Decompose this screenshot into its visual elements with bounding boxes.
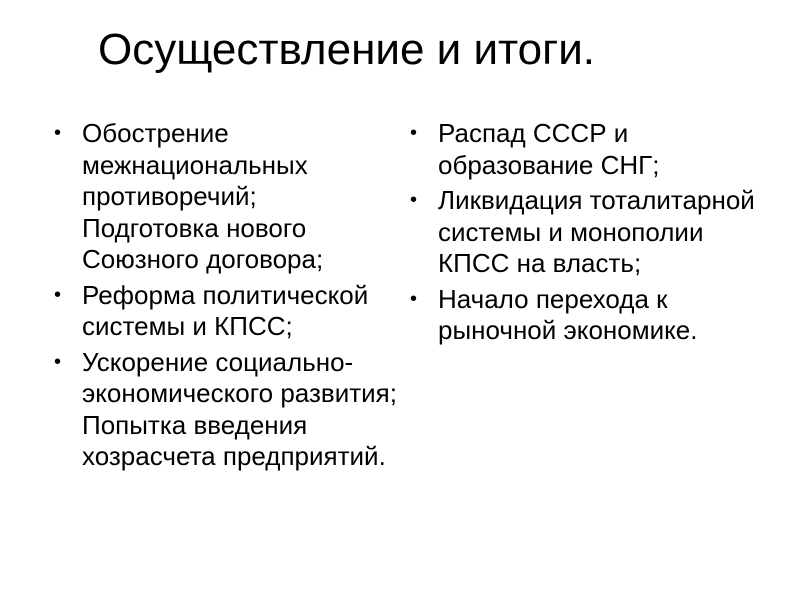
- list-item-text: Распад СССР и образование СНГ;: [438, 118, 660, 180]
- bullet-icon: •: [410, 189, 418, 211]
- left-bullet-list: [52, 118, 397, 477]
- bullet-icon: •: [410, 122, 418, 144]
- bullet-icon: •: [54, 283, 62, 306]
- list-item-text: Ликвидация тоталитарной системы и монополии КПСС на власть;: [438, 185, 755, 278]
- slide-title: Осуществление и итоги.: [98, 25, 595, 74]
- list-item-text: Реформа политической системы и КПСС;: [82, 279, 369, 341]
- bullet-icon: •: [54, 350, 62, 373]
- list-item: [52, 347, 397, 473]
- list-item: [52, 280, 397, 343]
- list-item-text: Начало перехода к рыночной экономике.: [438, 283, 698, 345]
- list-item-text: Ускорение социально-экономического развития; Попытка введения хозрасчета предприятий.: [82, 346, 397, 471]
- list-item: [408, 185, 758, 280]
- bullet-icon: •: [410, 287, 418, 310]
- bullet-icon: •: [54, 122, 62, 144]
- list-item: [52, 118, 397, 276]
- list-item-text: Обострение межнациональных противоречий; Подготовка нового Союзного договора;: [82, 118, 324, 274]
- list-item: [408, 118, 758, 181]
- right-bullet-list: [408, 118, 758, 351]
- list-item: [408, 284, 758, 347]
